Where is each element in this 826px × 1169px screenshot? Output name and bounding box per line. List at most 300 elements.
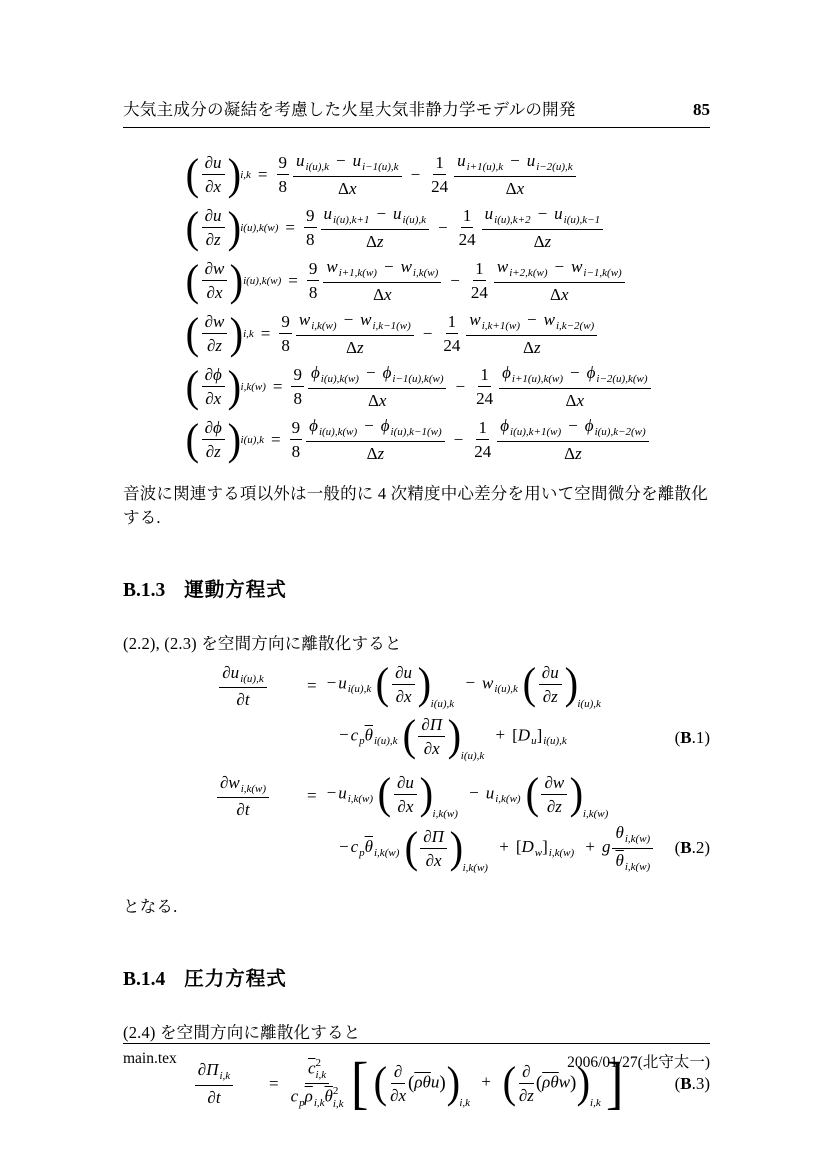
rhs-line1: − $u_{i(u),k}$ ( $\frac{\partial u}{\partial x}$ )$_{i(u),k} - w_{i(u),k}$ ( $\frac{\partial u}{\partial z}$ )$_{i(u),k}$ (326, 659, 601, 711)
derivative-numerator: ∂w (541, 772, 567, 795)
coef-numerator: 9 (290, 417, 303, 440)
close-bracket: ] (536, 725, 543, 745)
paren-subscript: i(u),k (430, 698, 455, 711)
math-var: x (348, 178, 357, 198)
equals-sign: = (269, 1073, 279, 1093)
math-var: u (296, 151, 305, 170)
lhs-subscript: i,k (243, 327, 254, 340)
math-var: z (533, 337, 541, 357)
rhs: $\overline{c}$ 2 i,k $c_p\overline{\rho}_{i,k}\overline{\theta}$ 2 i,k [ ( $\frac{\partial}{\partial x}$ $(\overline{\rho}\overline{\theta}u))_{i,k}$ + ( $\frac{\partial}{\partial z}$ $(\overline{\rho}\overline{\theta}w))_{i,k}$ ] (290, 1050, 624, 1116)
tag-text: .1) (691, 728, 710, 747)
math-sub: i−2(u),k(w) (596, 373, 648, 385)
coef-denominator: 8 (306, 230, 315, 249)
lhs-subscript: i,k (240, 168, 251, 181)
lead-paragraph: (2.4) を空間方向に離散化すると (123, 1022, 361, 1042)
derivative-fraction (418, 714, 445, 760)
math-sub: i,k−2(w) (555, 320, 595, 332)
derivative-denominator: ∂x (205, 177, 222, 196)
lhs-numerator (219, 662, 266, 689)
paren-subscript: i,k(w) (462, 862, 488, 875)
derivative-numerator: ∂u (392, 662, 415, 685)
math-var: c (290, 1086, 299, 1106)
coef-numerator: 9 (307, 258, 320, 281)
equals-sign: = (260, 323, 271, 343)
plus-sign: + (499, 837, 509, 857)
math-sup: 2 (315, 1056, 321, 1069)
lead-paragraph: (2.2), (2.3) を空間方向に離散化すると (123, 634, 402, 653)
math-sub: w (534, 847, 543, 860)
math-var: x (560, 284, 569, 304)
minus-sign: − (422, 323, 433, 343)
delta-symbol: Δ (338, 178, 349, 198)
difference-fraction (466, 309, 597, 358)
minus-sign: − (554, 257, 565, 276)
derivative-numerator: ∂ϕ (202, 364, 225, 387)
math-sub: i,k(w) (374, 847, 400, 860)
difference-numerator (499, 362, 650, 389)
math-var: ∂u (222, 662, 240, 682)
section-heading-b14 (123, 963, 710, 991)
math-sub: i(u),k−1(w) (390, 426, 442, 438)
derivative-denominator: ∂z (546, 796, 562, 816)
difference-denominator (534, 230, 552, 252)
difference-fraction (293, 150, 402, 199)
coefficient-fraction (441, 311, 462, 357)
math-var: θ (615, 823, 624, 842)
coef-numerator: 1 (476, 417, 489, 440)
difference-numerator (494, 256, 625, 283)
math-sub: u (531, 735, 537, 748)
difference-fraction (306, 415, 445, 464)
equals-sign: = (272, 376, 283, 396)
section-title: 運動方程式 (184, 579, 287, 601)
minus-sign: − (465, 673, 476, 693)
derivative-fraction (394, 772, 417, 818)
lhs-subscript: i(u),k(w) (240, 221, 279, 234)
coef-denominator: 24 (474, 442, 492, 461)
difference-denominator (523, 336, 541, 358)
delta-symbol: Δ (564, 443, 576, 463)
plus-sign: + (495, 725, 506, 745)
delta-symbol: Δ (366, 443, 378, 463)
equals-sign: = (271, 429, 281, 449)
equation-b1 (123, 660, 710, 764)
difference-denominator (506, 177, 524, 199)
equals-sign: = (307, 676, 317, 695)
math-sub: i(u),k+1 (333, 214, 370, 226)
minus-sign: − (527, 310, 537, 329)
math-var: x (378, 390, 387, 410)
derivative-denominator: ∂z (205, 230, 221, 249)
difference-equation: ( $\frac{\partial w}{\partial x}$ ) i(u),k(w) = $\frac{9}{8}$ $\frac{w_{i+1,k(w)} - w_{i,k(w)}}{\Delta x}$ − $\frac{1}{24}$ $\frac{w_{i+2,k(w)} - w_{i-1,k(w)}}{\Delta x}$ (185, 254, 710, 307)
math-sub: p (359, 847, 365, 860)
math-var: u (338, 673, 347, 693)
lhs-derivative-fraction (202, 311, 228, 357)
difference-equation: ( $\frac{\partial w}{\partial z}$ ) i,k = $\frac{9}{8}$ $\frac{w_{i,k(w)} - w_{i,k-1(w)}}{\Delta z}$ − $\frac{1}{24}$ $\frac{w_{i,k+1(w)} - w_{i,k-2(w)}}{\Delta z}$ (185, 307, 710, 360)
math-var: u (526, 151, 536, 170)
math-var: c (350, 725, 359, 745)
math-var: w (326, 257, 338, 276)
math-var: u (393, 204, 402, 223)
math-sub: i(u),k−2(w) (594, 426, 646, 438)
difference-fraction (308, 362, 447, 411)
coefficient-fraction (429, 152, 450, 198)
difference-denominator (346, 336, 364, 358)
math-var: u (323, 204, 332, 223)
math-sub: i+2,k(w) (509, 267, 548, 279)
lhs-derivative-fraction (202, 205, 225, 251)
math-var: z (575, 443, 582, 463)
section-number: B.1.4 (123, 968, 166, 990)
minus-sign: − (510, 151, 520, 170)
difference-numerator (497, 415, 648, 442)
note-paragraph: 音波に関連する項以外は一般的に 4 次精度中心差分を用いて空間微分を離散化する. (123, 484, 708, 527)
coefficient-fraction (469, 258, 490, 304)
lhs-subscript: i,k(w) (240, 380, 266, 393)
difference-numerator (293, 150, 402, 177)
rho-bar: $\overline{\rho}$ (304, 1086, 313, 1106)
minus-sign: − (336, 151, 346, 170)
lhs-numerator (217, 772, 269, 799)
derivative-fraction (420, 826, 447, 872)
difference-equation: ( $\frac{\partial\phi}{\partial x}$ ) i,k(w) = $\frac{9}{8}$ $\frac{\phi_{i(u),k(w)} - \phi_{i-1(u),k(w)}}{\Delta x}$ − $\frac{1}{24}$ $\frac{\phi_{i+1(u),k(w)} - \phi_{i-2(u),k(w)}}{\Delta x}$ (185, 360, 710, 413)
tag-text: .3) (691, 1073, 710, 1093)
math-var: u (430, 1072, 440, 1092)
theta-bar: $\overline{\theta}$ (550, 1072, 559, 1092)
math-sub: i−1,k(w) (583, 267, 622, 279)
rhs-line2: − $c_p\overline{\theta}_{i,k(w)}$ ( $\frac{\partial\Pi}{\partial x}$ )$_{i,k(w)} + [D_w]_{i,k(w)} + g$ $\frac{\theta_{i,k(w)}}{\overline{\theta}_{i,k(w)}}$ (339, 822, 655, 875)
difference-denominator (338, 177, 356, 199)
math-sub: i(u),k+2 (494, 214, 531, 226)
math-sub: i,k(w) (548, 847, 575, 860)
math-var: ϕ (382, 363, 392, 382)
math-var: u (338, 783, 347, 803)
math-var: ∂w (219, 772, 240, 792)
math-sub: i,k (219, 1070, 231, 1082)
math-var: D (521, 837, 534, 857)
equation-b2 (123, 770, 710, 875)
lhs-derivative-fraction (202, 258, 228, 304)
equation-tag (675, 728, 710, 748)
coef-numerator: 1 (461, 205, 474, 228)
buoyancy-denominator (615, 849, 650, 875)
minus-sign: − (469, 783, 479, 803)
coefficient-fraction (457, 205, 478, 251)
tag-text: B (680, 1073, 692, 1093)
delta-symbol: Δ (550, 284, 561, 304)
derivative-fraction (541, 772, 567, 818)
math-sub: i(u),k(w) (320, 373, 359, 385)
open-paren: ( (535, 1072, 543, 1094)
coefficient-fraction (291, 364, 304, 410)
open-bracket: [ (515, 837, 522, 857)
coef-numerator: 9 (279, 311, 292, 334)
lhs-derivative-fraction (202, 152, 225, 198)
math-var: ϕ (502, 363, 511, 382)
tag-text: ( (674, 838, 681, 858)
footer-date-author: 2006/01/27(北守太一) (567, 1054, 710, 1071)
difference-denominator (566, 389, 584, 411)
math-sub: i,k(w) (624, 833, 651, 845)
derivative-denominator: ∂x (390, 1085, 407, 1105)
math-var: u (457, 151, 466, 170)
coef-denominator: 24 (470, 283, 488, 302)
c-bar: $\overline{c}$ (307, 1058, 316, 1078)
rhs-line2: − $c_p\overline{\theta}_{i(u),k}$ ( $\frac{\partial\Pi}{\partial x}$ )$_{i(u),k} + [D_u]_{i(u),k}$ (339, 711, 567, 763)
coef-denominator: 24 (431, 177, 449, 196)
delta-symbol: Δ (533, 231, 545, 251)
math-var: g (601, 837, 611, 857)
difference-fraction (499, 362, 650, 411)
difference-numerator (454, 150, 575, 177)
math-var: u (554, 204, 563, 223)
math-sub: i+1(u),k (466, 161, 504, 173)
tag-text: ( (674, 728, 681, 747)
math-var: ∂Π (197, 1060, 219, 1079)
coefficient-fraction (279, 311, 292, 357)
coef-denominator: 8 (308, 283, 318, 302)
derivative-denominator: ∂x (395, 686, 412, 706)
derivative-fraction (392, 662, 415, 708)
difference-denominator (366, 230, 384, 252)
paren-subscript: i(u),k (577, 698, 601, 711)
difference-numerator (321, 203, 430, 230)
derivative-numerator: ∂u (394, 772, 417, 795)
lhs-time-derivative (189, 772, 297, 821)
difference-numerator (466, 309, 597, 336)
math-sub: p (359, 735, 365, 748)
difference-equation: ( $\frac{\partial\phi}{\partial z}$ ) i(u),k = $\frac{9}{8}$ $\frac{\phi_{i(u),k(w)} - \phi_{i(u),k-1(w)}}{\Delta z}$ − $\frac{1}{24}$ $\frac{\phi_{i(u),k+1(w)} - \phi_{i(u),k-2(w)}}{\Delta z}$ (185, 413, 710, 466)
difference-numerator (482, 203, 603, 230)
coef-numerator: 1 (478, 364, 491, 387)
math-sub: i,k (315, 1069, 327, 1082)
math-var: w (571, 257, 583, 276)
derivative-denominator: ∂z (205, 442, 221, 461)
coef-denominator: 24 (458, 230, 476, 249)
section-title: 圧力方程式 (184, 967, 287, 990)
tag-text: B (680, 728, 692, 747)
math-sub: i+1,k(w) (338, 267, 377, 279)
math-sub: i(u),k (374, 735, 398, 748)
equation-line (123, 712, 710, 764)
math-sub: i(u),k(w) (318, 426, 358, 438)
difference-equation: ( $\frac{\partial u}{\partial z}$ ) i(u),k(w) = $\frac{9}{8}$ $\frac{u_{i(u),k+1} - u_{i(u),k}}{\Delta z}$ − $\frac{1}{24}$ $\frac{u_{i(u),k+2} - u_{i(u),k-1}}{\Delta z}$ (185, 201, 710, 254)
math-var: ϕ (380, 416, 390, 435)
minus-sign: − (537, 204, 548, 223)
minus-sign: − (453, 429, 464, 449)
close-bracket: ] (542, 837, 548, 857)
derivative-numerator: ∂u (539, 662, 562, 685)
math-sub: i(u),k+1(w) (510, 426, 562, 438)
minus-sign: − (339, 725, 349, 745)
math-var: ϕ (500, 416, 510, 435)
minus-sign: − (365, 363, 376, 382)
equation-line (123, 660, 710, 712)
minus-sign: − (326, 783, 337, 803)
math-sub: i,k+1(w) (481, 320, 520, 332)
math-var: z (544, 231, 552, 251)
difference-numerator (308, 362, 447, 389)
math-sub: i,k(w) (240, 782, 267, 795)
coefficient-fraction (304, 205, 317, 251)
math-sub: i(u),k (240, 672, 264, 685)
derivative-denominator: ∂x (205, 389, 222, 408)
theta-bar: $\overline{\theta}$ (422, 1072, 431, 1092)
derivative-denominator: ∂x (425, 850, 442, 870)
math-sub: i,k(w) (347, 793, 374, 806)
minus-sign: − (343, 310, 354, 329)
derivative-numerator: ∂w (202, 311, 228, 334)
difference-numerator (323, 256, 441, 283)
equals-sign: = (257, 164, 268, 184)
plus-sign: + (481, 1072, 491, 1092)
coef-numerator: 9 (304, 205, 317, 228)
math-var: w (543, 310, 555, 329)
derivative-numerator: ∂ (519, 1061, 533, 1084)
difference-fraction (494, 256, 625, 305)
math-sub: i−1(u),k (362, 161, 399, 173)
math-var: u (484, 204, 494, 223)
math-var: u (485, 783, 495, 803)
section-heading-b13 (123, 574, 710, 602)
derivative-denominator: ∂z (542, 686, 558, 706)
section-number: B.1.3 (123, 580, 166, 601)
closing-phrase: となる. (123, 896, 178, 916)
coef-denominator: 8 (278, 177, 288, 196)
derivative-denominator: ∂x (423, 738, 440, 758)
minus-sign: − (339, 837, 349, 857)
coef-denominator: 8 (293, 389, 302, 408)
lhs-denominator: ∂t (236, 800, 250, 820)
minus-sign: − (570, 363, 580, 382)
difference-numerator (296, 309, 414, 336)
math-var: u (352, 151, 362, 170)
delta-symbol: Δ (346, 337, 357, 357)
page-number: 85 (693, 100, 710, 119)
lhs-denominator: ∂t (236, 690, 250, 710)
coef-numerator: 1 (433, 152, 446, 175)
difference-fraction (497, 415, 648, 464)
minus-sign: − (410, 164, 421, 184)
math-sub: i,k(w) (624, 860, 651, 873)
math-var: w (496, 257, 509, 276)
coef-numerator: 9 (291, 364, 304, 387)
close-paren: ) (439, 1072, 446, 1094)
paren-subscript: i,k (459, 1097, 471, 1110)
difference-fraction (454, 150, 575, 199)
coefficient-fraction (277, 152, 290, 198)
math-var: z (376, 231, 384, 251)
derivative-denominator: ∂z (207, 336, 223, 355)
delta-symbol: Δ (365, 231, 377, 251)
coef-numerator: 1 (446, 311, 459, 334)
coef-denominator: 24 (476, 389, 494, 408)
lhs-subscript: i(u),k (240, 433, 265, 446)
math-var: x (516, 178, 525, 198)
math-var: z (356, 337, 364, 357)
equation-tag (675, 1074, 710, 1094)
math-var: z (377, 443, 385, 463)
math-sub: i(u),k−1 (563, 214, 601, 226)
paren-subscript: i,k(w) (582, 808, 609, 821)
derivative-numerator: ∂Π (420, 826, 447, 849)
math-var: D (517, 725, 531, 745)
math-sub: p (299, 1096, 305, 1109)
difference-denominator (550, 283, 568, 305)
rhs-line1: − $u_{i,k(w)}$ ( $\frac{\partial u}{\partial x}$ )$_{i,k(w)} - u_{i,k(w)}$ ( $\frac{\partial w}{\partial z}$ )$_{i,k(w)}$ (326, 769, 609, 821)
derivative-numerator: ∂ϕ (202, 417, 225, 440)
paren-subscript: i,k(w) (432, 808, 458, 821)
math-var: w (360, 310, 372, 329)
open-bracket: [ (512, 725, 518, 745)
lhs-fraction (219, 662, 266, 711)
delta-symbol: Δ (373, 284, 384, 304)
lhs-time-derivative (189, 662, 297, 711)
minus-sign: − (568, 416, 578, 435)
rho-bar: $\overline{\rho}$ (542, 1072, 551, 1092)
tag-text: B (680, 838, 692, 858)
difference-denominator (368, 389, 386, 411)
tag-text: ( (674, 1073, 681, 1093)
math-sub: i+1(u),k(w) (511, 373, 563, 385)
rho-bar: $\overline{\rho}$ (414, 1072, 423, 1092)
math-var: ϕ (586, 363, 596, 382)
tag-text: .2) (691, 838, 710, 858)
math-var: w (482, 673, 494, 693)
derivative-numerator: ∂w (202, 258, 228, 281)
lhs-fraction (217, 772, 269, 821)
math-sub: i(u),k (305, 161, 330, 173)
equation-line (123, 822, 710, 875)
equals-sign: = (288, 270, 298, 290)
math-var: w (298, 310, 311, 329)
lhs-subscript: i(u),k(w) (243, 274, 282, 287)
lhs-denominator: ∂t (207, 1087, 221, 1107)
math-sub: i,k(w) (311, 320, 337, 332)
math-var: ϕ (310, 363, 320, 382)
math-var: x (384, 284, 392, 304)
delta-symbol: Δ (523, 337, 534, 357)
theta-bar: $\overline{\theta}$ (364, 725, 373, 745)
math-sub: i(u),k (494, 683, 518, 696)
math-var: w (558, 1072, 571, 1092)
math-sub: i−1(u),k(w) (392, 373, 444, 385)
equation-tag (675, 838, 710, 858)
math-var: w (469, 310, 481, 329)
difference-denominator (373, 283, 391, 305)
derivative-numerator: ∂Π (418, 714, 445, 737)
derivative-denominator: ∂z (518, 1085, 534, 1105)
theta-bar: $\overline{\theta}$ (364, 837, 373, 857)
difference-denominator (367, 442, 385, 464)
math-sup: 2 (332, 1084, 339, 1097)
plus-sign: + (585, 837, 595, 857)
delta-symbol: Δ (367, 390, 379, 410)
minus-sign: − (376, 204, 387, 223)
minus-sign: − (383, 257, 394, 276)
derivative-numerator: ∂u (202, 205, 225, 228)
coef-denominator: 24 (443, 336, 461, 355)
buoyancy-fraction (612, 822, 653, 875)
open-paren: ( (408, 1072, 415, 1094)
delta-symbol: Δ (505, 178, 517, 198)
paper-title: 大気主成分の凝結を考慮した火星大気非静力学モデルの開発 (123, 100, 576, 119)
running-header (123, 96, 710, 128)
derivative-numerator: ∂ (391, 1061, 405, 1084)
paren-subscript: i(u),k (460, 750, 485, 763)
theta-bar: $\overline{\theta}$ (324, 1086, 333, 1106)
minus-sign: − (455, 376, 466, 396)
